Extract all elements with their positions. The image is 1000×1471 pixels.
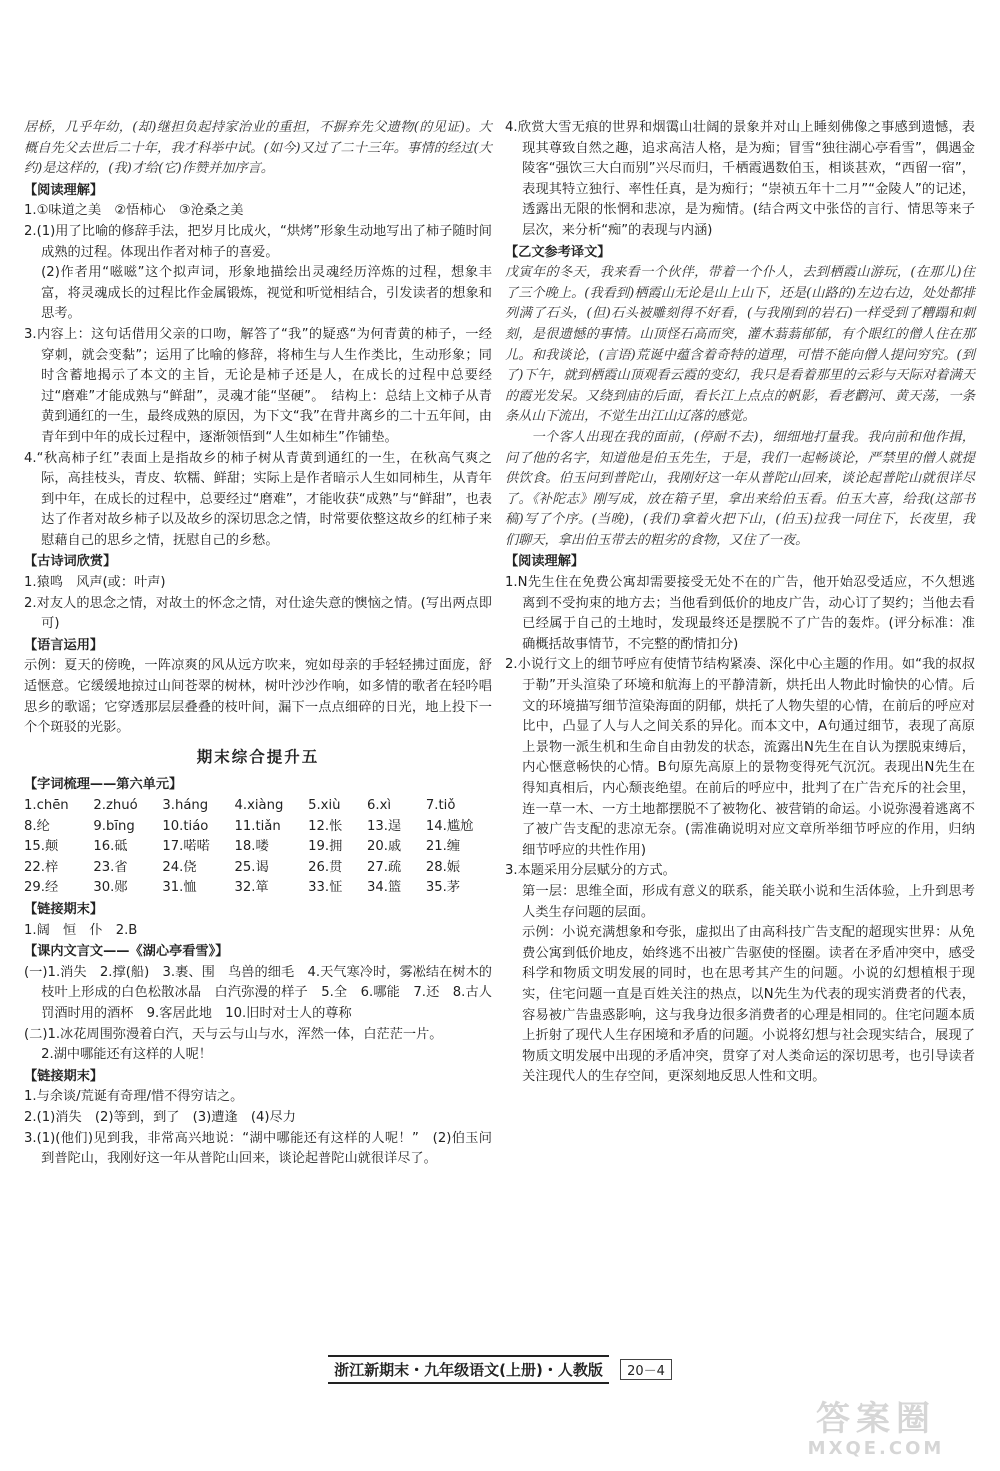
- word-entry: 13.逞: [367, 818, 402, 834]
- word-entry: 17.喏喏: [162, 839, 210, 855]
- right-column: [505, 118, 975, 1088]
- answer-item: 1.猿鸣 风声(或：叶声): [24, 575, 166, 591]
- word-entry: 12.怅: [308, 818, 343, 834]
- word-list: [24, 796, 492, 899]
- word-entry: 2.zhuó: [93, 798, 138, 813]
- word-entry: 30.郧: [93, 880, 128, 896]
- answer-item: 3.本题采用分层赋分的方式。: [505, 863, 676, 879]
- word-entry: 21.缠: [425, 839, 461, 855]
- word-entry: 3.háng: [162, 798, 209, 813]
- watermark-url: MXQE.COM: [807, 1438, 945, 1459]
- answer-item: 1.与余谈/荒诞有奇理/惜不得穷诘之。: [24, 1089, 244, 1105]
- word-entry: 28.娠: [425, 859, 461, 875]
- watermark-logo-text: 答案圈: [816, 1399, 936, 1439]
- translation-para: 一个客人出现在我的面前，(停耐不去)，细细地打量我。我向前和他作揖，问了他的名字，知道他是伯玉先生，于是，我们一起畅谈论，严禁里的僧人就提供饮食。伯玉问到普陀山，我刚好这一年从普陀山回来，谈论起普陀山就很详尽了。《补陀志》刚写成，放在箱子里，拿出来给伯玉看。伯玉大喜，给我(这部书稿)写了个序。(当晚)，(我们)拿着火把下山，(伯玉)拉我一同住下，长夜里，我们聊天，拿出伯玉带去的粗劣的食物，又住了一夜。: [505, 429, 975, 548]
- word-entry: 32.箪: [234, 880, 269, 896]
- section-tag-translation: 【乙文参考译文】: [505, 244, 611, 260]
- book-title: 浙江新期末・九年级语文(上册)・人教版: [328, 1355, 609, 1384]
- left-column: [24, 118, 492, 1170]
- answer-item: 4.欣赏大雪无痕的世界和烟霭山壮阔的景象并对山上睡刻佛像之事感到遗憾，表现其尊致自然之趣，追求高洁人格，是为痴；冒雪“独往湖心亭看雪”，偶遇金陵客“强饮三大白而别”兴尽而归，千栖霞遇数伯玉，相谈甚欢，“西留一宿”，表现其特立独行、率性任真，是为痴行；“崇祯五年十二月”“金陵人”的记述，透露出无限的怅惘和悲凉，是为痴情。(结合两文中张岱的言行、情思等来子层次，来分析“痴”的表现与内涵): [505, 120, 975, 238]
- word-entry: 5.xiù: [308, 798, 341, 813]
- word-entry: 16.砥: [93, 839, 128, 855]
- word-entry: 33.怔: [308, 880, 343, 896]
- answer-item: 1.阔 恒 仆 2.B: [24, 922, 138, 938]
- section-tag-words: 【字词梳理——第六单元】: [24, 777, 183, 793]
- word-entry: 29.经: [24, 880, 59, 896]
- section-title: 期末综合提升五: [196, 747, 320, 766]
- answer-item: 2.对友人的思念之情，对故土的怀念之情，对仕途失意的懊恼之情。(写出两点即可): [24, 595, 492, 632]
- section-tag-poetry: 【古诗词欣赏】: [24, 554, 117, 570]
- section-tag-link: 【链接期末】: [24, 901, 104, 917]
- section-tag-reading-2: 【阅读理解】: [505, 554, 585, 570]
- section-tag-link-2: 【链接期末】: [24, 1068, 104, 1084]
- word-entry: 7.tiǒ: [425, 798, 456, 813]
- word-entry: 6.xì: [367, 798, 392, 813]
- word-entry: 31.恤: [162, 880, 197, 896]
- answer-item: 1.①味道之美 ②悟柿心 ③沧桑之美: [24, 203, 244, 219]
- word-entry: 20.戚: [367, 839, 402, 855]
- word-entry: 34.篮: [367, 880, 402, 896]
- word-entry: 9.bīng: [93, 818, 135, 834]
- answer-item: (2)作者用“嗞嗞”这个拟声词，形象地描绘出灵魂经历淬炼的过程，想象丰富，将灵魂成长的过程比作金属锻炼，视觉和听觉相结合，引发读者的想象和思考。: [41, 265, 492, 322]
- word-entry: 10.tiáo: [162, 818, 209, 834]
- word-entry: 15.颠: [24, 839, 59, 855]
- answer-item: 示例：小说充满想象和夸张，虚拟出了由高科技广告支配的超现实世界：从免费公寓到低价地皮，始终逃不出被广告驱使的怪圈。读者在矛盾冲突中，感受科学和物质文明发展的同时，也在思考其产生的问题。小说的幻想植根于现实，住宅问题一直是百姓关注的热点，以N先生为代表的现实消费者的代表，容易被广告蛊惑影响，这与我身边很多消费者的心理是相同的。住宅问题本质上折射了现代人生存困境和矛盾的问题。小说将幻想与社会现实结合，展现了物质文明发展中出现的矛盾冲突，贯穿了对人类命运的深切思考，也引导读者关注现代人的生存空间，更深刻地反思人性和文明。: [522, 925, 975, 1085]
- answer-item: 4.“秋高柿子红”表面上是指故乡的柿子树从青黄到通红的一生，在秋高气爽之际，高挂枝头，青皮、软糯、鲜甜；实际上是作者暗示人生如同柿生，从青年到中年，在成长的过程中，总要经过“磨难”，才能收获“成熟”与“鲜甜”，也表达了作者对故乡柿子以及故乡的深切思念之情，时常要依整这故乡的红柿子来慰藉自己的思乡之情，抚慰自己的乡愁。: [24, 450, 492, 548]
- answer-item: 示例：夏天的傍晚，一阵凉爽的风从远方吹来，宛如母亲的手轻轻拂过面庞，舒适惬意。它缓缓地掠过山间苍翠的树林，树叶沙沙作响，如多情的歌者在轻吟唱思乡的歌谣；它穿透那层层叠叠的枝叶间，漏下一点点细碎的日光，地上投下一个个斑驳的光影。: [24, 658, 492, 736]
- word-entry: 26.贯: [308, 859, 343, 875]
- answer-item: 第一层：思维全面，形成有意义的联系，能关联小说和生活体验，上升到思考人类生存问题的层面。: [522, 883, 975, 920]
- answer-item: 1.N先生住在免费公寓却需要接受无处不在的广告，他开始忍受适应，不久想逃离到不受拘束的地方去；当他看到低价的地皮广告，动心订了契约；当他去看已经属于自己的土地时，发现最终还是摆脱不了广告的轰炸。(评分标准：准确概括故事情节，不完整的酌情扣分): [505, 575, 975, 652]
- answer-item: 2.(1)消失 (2)等到，到了 (3)遭逢 (4)尽力: [24, 1109, 296, 1125]
- word-entry: 24.侥: [162, 859, 197, 875]
- word-entry: 22.梓: [24, 859, 59, 875]
- word-entry: 19.拥: [308, 839, 343, 855]
- word-entry: 1.chēn: [24, 798, 69, 813]
- word-entry: 8.纶: [24, 818, 50, 834]
- word-entry: 18.喽: [234, 839, 269, 855]
- word-entry: 35.茅: [425, 880, 461, 896]
- page-number: 20－4: [620, 1359, 672, 1380]
- word-entry: 25.谒: [234, 859, 269, 875]
- answer-item: 2.小说行文上的细节呼应有使情节结构紧凑、深化中心主题的作用。如“我的叔叔于勒”开头渲染了环境和航海上的平静清新，烘托出人物此时愉快的心情。后文的环境描写细节渲染海面的阴郁，烘托了人物失望的心情，在前后的呼应对比中，凸显了人与人之间关系的异化。而本文中，A句通过细节，表现了高原上景物一派生机和生命自由勃发的状态，流露出N先生在自认为摆脱束缚后，内心惬意畅快的心情。B句原先高原上的景物变得死气沉沉。表现出N先生在得知真相后，内心颓丧绝望。在前后的呼应中，批判了在广告充斥的社会里，连一草一木、一方土地都摆脱不了被物化、被营销的命运。小说弥漫着逃离不了被广告支配的悲凉无奈。(需准确说明对应文章所举细节呼应的作用，归纳细节呼应的共性作用): [505, 657, 975, 858]
- answer-item: 3.(1)(他们)见到我，非常高兴地说：“湖中哪能还有这样的人呢！” (2)伯玉问到普陀山，我刚好这一年从普陀山回来，谈论起普陀山就很详尽了。: [24, 1130, 492, 1167]
- answer-item: 3.内容上：这句话借用父亲的口吻，解答了“我”的疑惑“为何青黄的柿子，一经穿刺，就会变黏”；运用了比喻的修辞，将柿生与人生作类比，生动形象；同时含蓄地揭示了本文的主旨，无论是柿子还是人，在成长的过程中总要经过“磨难”才能成熟与“鲜甜”，灵魂才能“坚硬”。 结构上：总结上文柿子从青黄到通红的一生，最终成熟的原因，为下文“我”在背井离乡的二十五年间，由青年到中年的成长过程中，逐渐领悟到“人生如柿生”作铺垫。: [24, 326, 492, 445]
- page-footer: [0, 1355, 1000, 1384]
- section-tag-reading: 【阅读理解】: [24, 182, 104, 198]
- word-entry: 23.省: [93, 859, 128, 875]
- section-tag-classical: 【课内文言文——《湖心亭看雪》】: [24, 944, 229, 960]
- answer-item: (二)1.冰花周围弥漫着白汽，天与云与山与水，浑然一体，白茫茫一片。: [24, 1026, 443, 1042]
- word-entry: 27.疏: [367, 859, 402, 875]
- word-entry: 4.xiàng: [234, 798, 284, 813]
- word-entry: 11.tiǎn: [234, 818, 281, 834]
- translation-tail: 居桥，几乎年幼，(却)继担负起持家治业的重担，不摒弃先父遗物(的见证)。大概自先父去世后二十年，我才科举中试。(如今)又过了二十三年。事情的经过(大约)是这样的，(我)才给(它)作赞并加序言。: [24, 120, 492, 177]
- watermark: [776, 1400, 976, 1462]
- answer-item: 2.湖中哪能还有这样的人呢！: [41, 1047, 212, 1063]
- translation-para: 戊寅年的冬天，我来看一个伙伴，带着一个仆人，去到栖霞山游玩，(在那儿)住了三个晚上。(我看到)栖霞山无论是山上山下，还是(山路的)左边右边，处处都排列满了石头，(但)石头被雕刻得不好看，(与我刚到的岩石)一样受到了糟蹋和刺刻，是很遗憾的事情。山顶怪石高而突，灌木蓊蓊郁郁，有个眼红的僧人住在那儿。和我谈论，(言语)荒诞中蕴含着奇特的道理，可惜不能向僧人提问穷究。(到了)下午，就到栖霞山顶观看云霞的变幻，我只是看着那里的云彩与天际对着满天的霞光发呆。又绕到庙的后面，看长江上点点的帆影，看老鹳河、黄天荡，一条条从山下流出，不觉生出江山辽落的感觉。: [505, 265, 975, 425]
- answer-item: (一)1.消失 2.撑(船) 3.裹、围 鸟兽的细毛 4.天气寒冷时，雾凇结在树木的枝叶上形成的白色松散冰晶 白汽弥漫的样子 5.全 6.哪能 7.还 8.古人罚酒时用的酒杯 9.客居此地 10.旧时对士人的尊称: [24, 964, 492, 1021]
- section-tag-language: 【语言运用】: [24, 637, 104, 653]
- word-entry: 14.尴尬: [425, 818, 474, 834]
- answer-item: 2.(1)用了比喻的修辞手法，把岁月比成火，“烘烤”形象生动地写出了柿子随时间成熟的过程。体现出作者对柿子的喜爱。: [24, 223, 492, 260]
